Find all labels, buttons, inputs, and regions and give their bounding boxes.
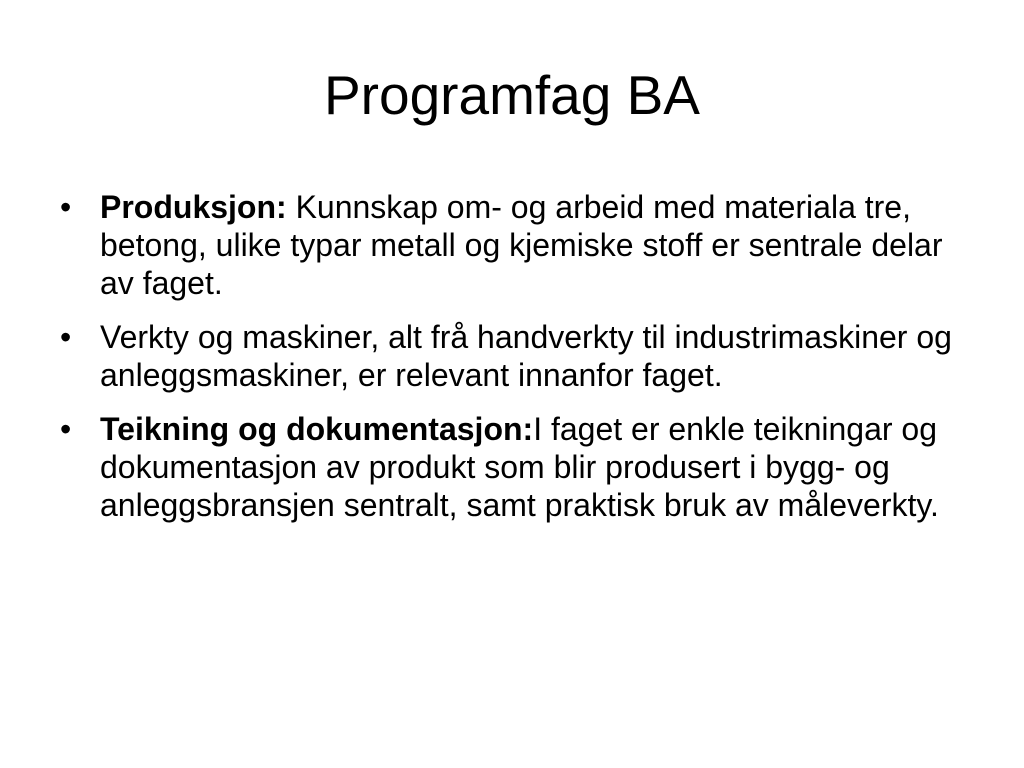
bullet-text: I faget er enkle teikningar og dokumentasjon av produkt som blir produsert i bygg- og anleggsbransjen sentralt, samt praktisk bruk av måleverkty. bbox=[100, 411, 939, 523]
bullet-list bbox=[58, 188, 968, 540]
bullet-text: Kunnskap om- og arbeid med materiala tre, betong, ulike typar metall og kjemiske stoff er sentrale delar av faget. bbox=[100, 189, 943, 301]
bullet-icon: • bbox=[60, 319, 72, 355]
bullet-item-produksjon bbox=[58, 188, 968, 302]
bullet-item-teikning bbox=[58, 410, 968, 524]
slide-title: Programfag BA bbox=[323, 64, 700, 126]
bullet-heading: Teikning og dokumentasjon: bbox=[100, 411, 534, 447]
bullet-text: Verkty og maskiner, alt frå handverkty til industrimaskiner og anleggsmaskiner, er relevant innanfor faget. bbox=[100, 319, 952, 393]
bullet-item-verkty bbox=[58, 318, 968, 394]
bullet-icon: • bbox=[60, 189, 72, 225]
bullet-icon: • bbox=[60, 411, 72, 447]
bullet-heading: Produksjon: bbox=[100, 189, 287, 225]
